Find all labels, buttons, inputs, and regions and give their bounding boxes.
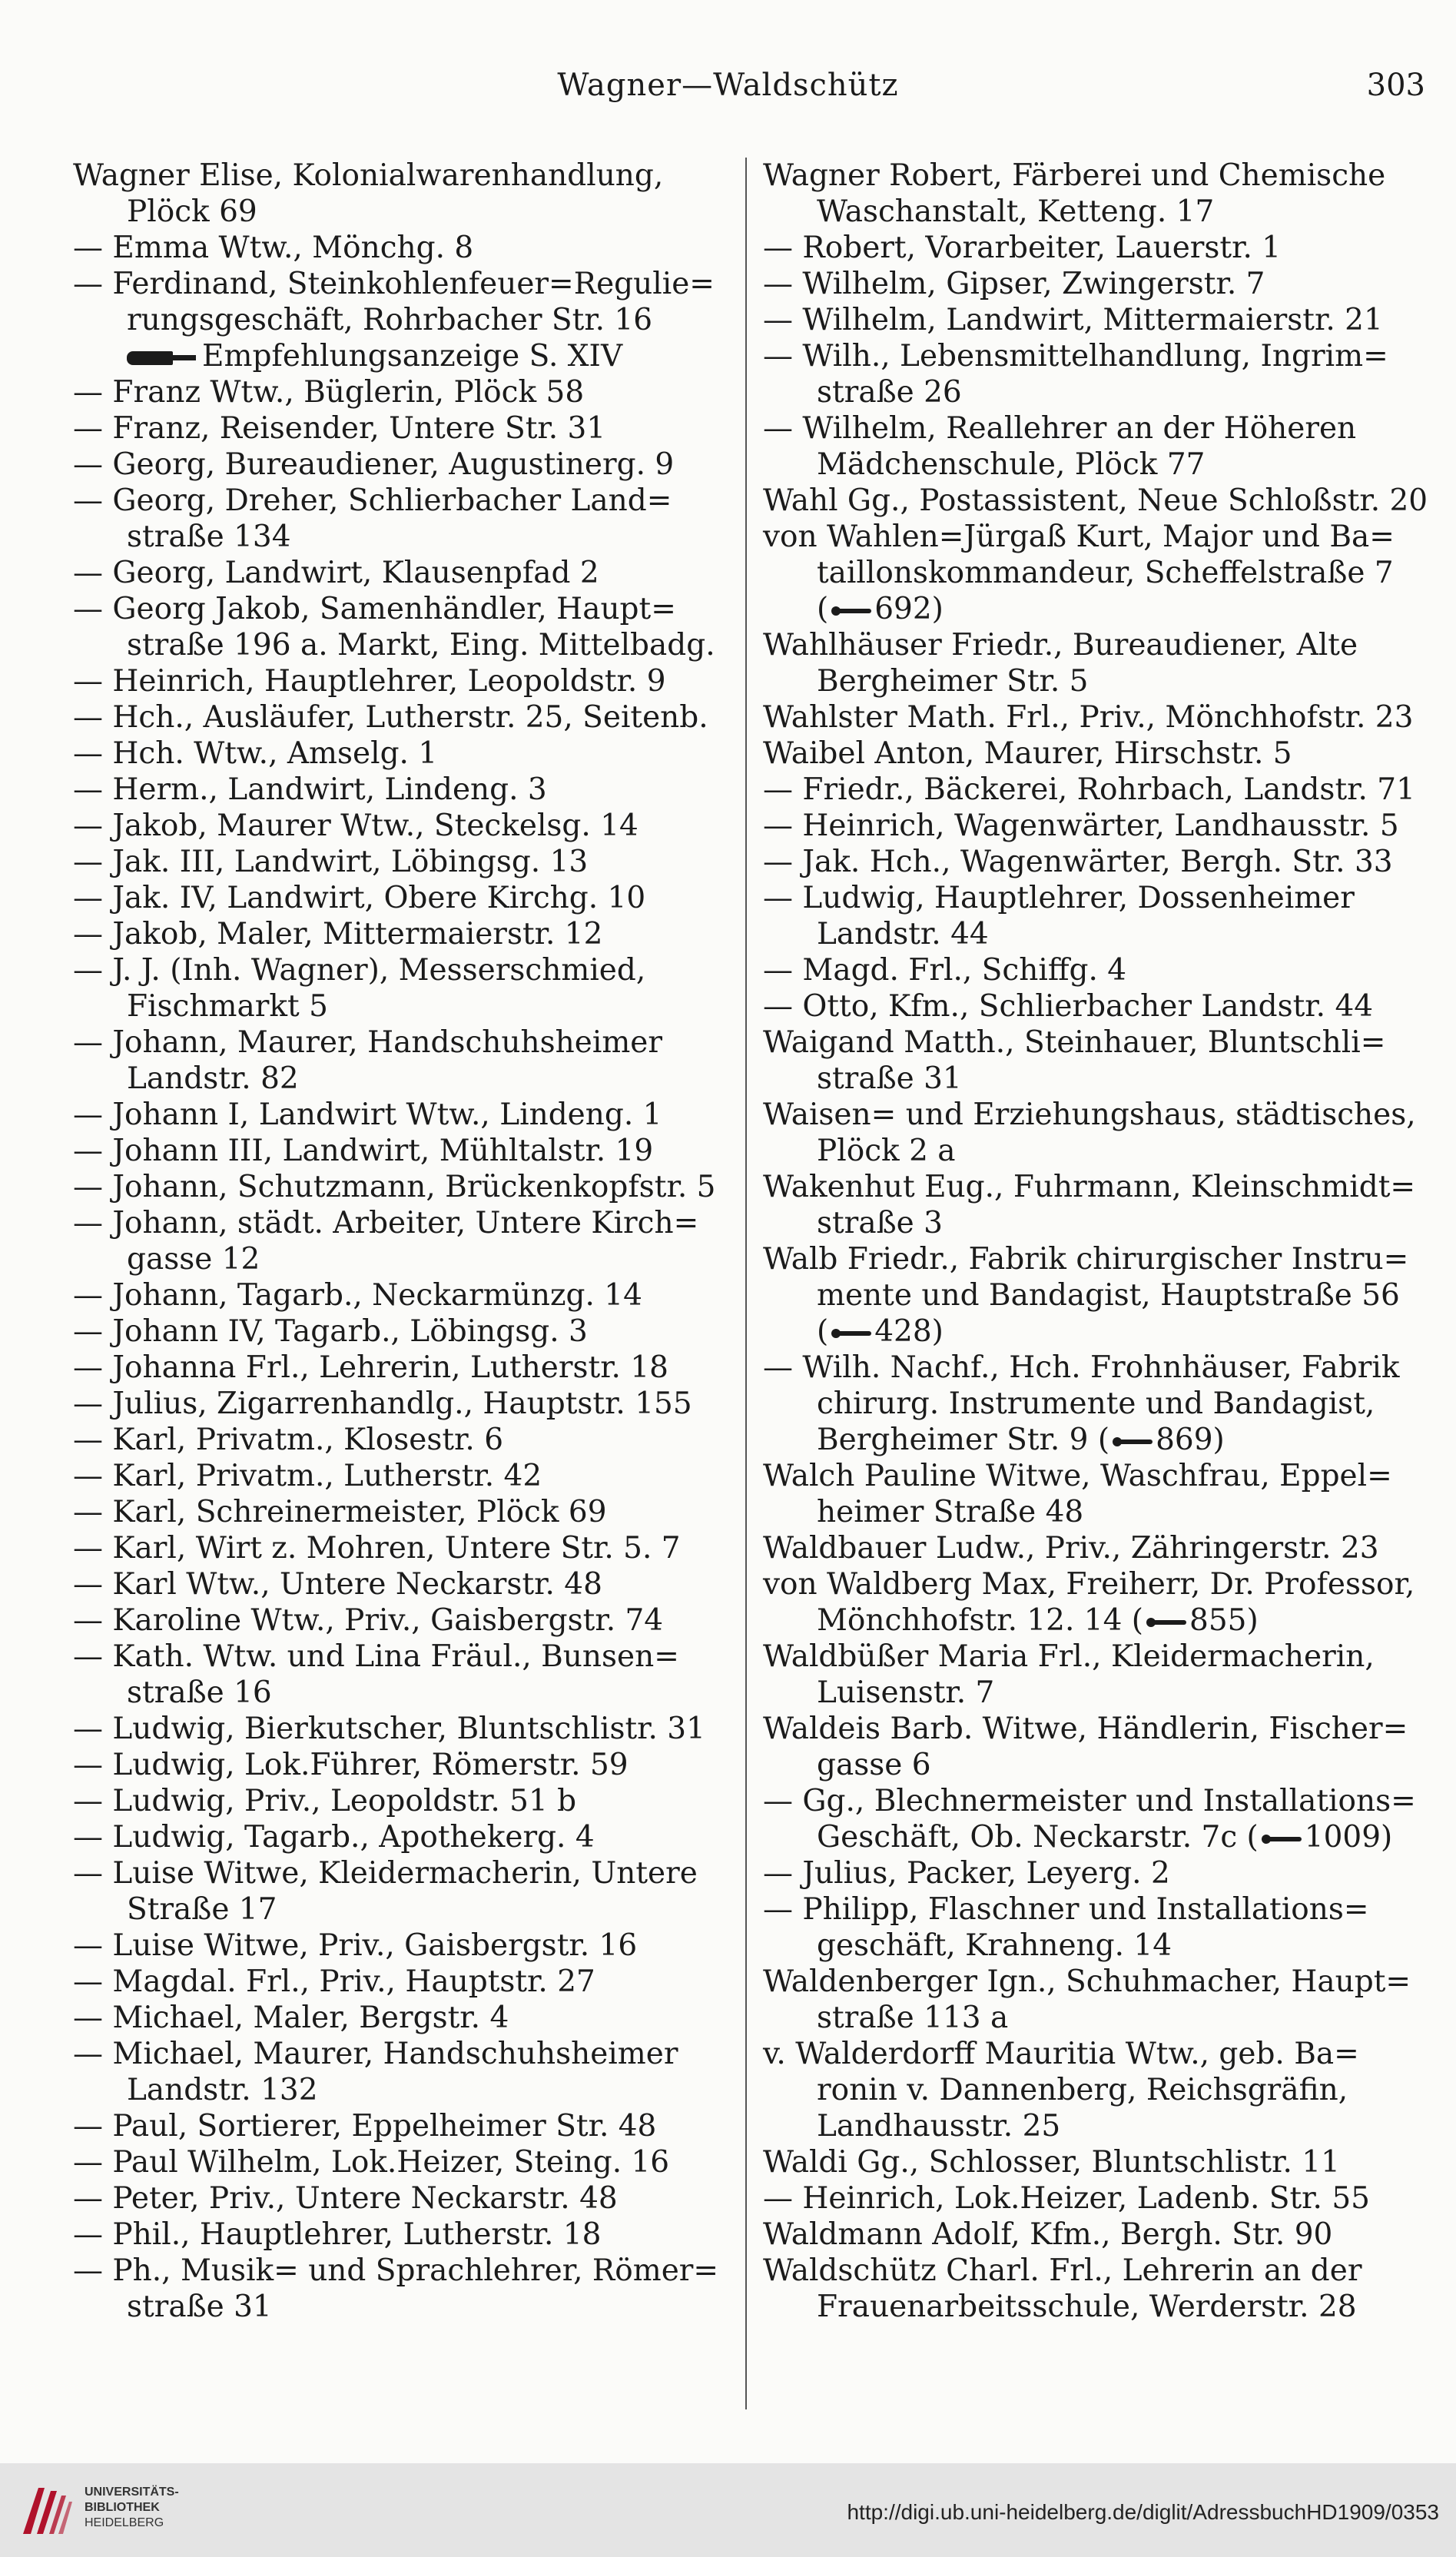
entry-text: — Phil., Hauptlehrer, Lutherstr. 18: [73, 2217, 602, 2252]
library-name-line: BIBLIOTHEK: [85, 2501, 160, 2514]
entry-text: mente und Bandagist, Hauptstraße 56: [817, 1278, 1400, 1313]
directory-entry: [763, 266, 1431, 302]
entry-text: — Wilhelm, Reallehrer an der Höheren: [763, 411, 1357, 446]
entry-text: — Karl, Privatm., Klosestr. 6: [73, 1423, 504, 1457]
entry-text: — Wilh., Lebensmittelhandlung, Ingrim=: [763, 339, 1388, 374]
directory-entry-continuation: [817, 591, 1431, 627]
directory-entry-continuation: [127, 1675, 741, 1711]
entry-text: — Gg., Blechnermeister und Installations=: [763, 1784, 1416, 1818]
entry-text: — Ferdinand, Steinkohlenfeuer=Regulie=: [73, 267, 715, 301]
directory-entry: [73, 447, 741, 483]
pointing-hand-icon: [127, 347, 196, 370]
telephone-number: 869): [1156, 1423, 1225, 1457]
entry-text: straße 196 a. Markt, Eing. Mittelbadg.: [127, 628, 715, 662]
entry-text: — J. J. (Inh. Wagner), Messerschmied,: [73, 953, 646, 988]
directory-entry: [73, 2217, 741, 2253]
directory-entry: [73, 663, 741, 699]
directory-entry: [763, 1783, 1431, 1819]
directory-entry: [763, 1639, 1431, 1675]
directory-entry-continuation: [127, 988, 741, 1024]
left-column: [73, 158, 741, 2325]
directory-entry: [73, 158, 741, 194]
directory-entry-continuation: [817, 2000, 1431, 2036]
directory-entry: [73, 1711, 741, 1747]
telephone-icon: [831, 1327, 871, 1340]
entry-text: — Philipp, Flaschner und Installations=: [763, 1892, 1369, 1927]
directory-entry: [127, 338, 741, 374]
directory-entry-continuation: [817, 916, 1431, 952]
entry-text: Wagner Robert, Färberei und Chemische: [763, 158, 1386, 193]
directory-entry: [73, 772, 741, 808]
entry-text: Wagner Elise, Kolonialwarenhandlung,: [73, 158, 664, 193]
entry-text: — Ph., Musik= und Sprachlehrer, Römer=: [73, 2253, 719, 2288]
entry-text: Walb Friedr., Fabrik chirurgischer Instru=: [763, 1242, 1409, 1277]
entry-text: — Karl, Wirt z. Mohren, Untere Str. 5. 7: [73, 1531, 681, 1566]
directory-entry: [73, 1639, 741, 1675]
entry-text: von Waldberg Max, Freiherr, Dr. Professor,: [763, 1567, 1415, 1602]
running-head: Wagner—Waldschütz: [557, 68, 899, 103]
directory-entry-continuation: [127, 2072, 741, 2108]
directory-entry: [73, 410, 741, 447]
directory-entry: [73, 1133, 741, 1169]
directory-entry-continuation: [817, 194, 1431, 230]
directory-entry: [763, 2253, 1431, 2289]
directory-entry: [73, 591, 741, 627]
telephone-icon: [1113, 1435, 1153, 1449]
entry-text: Landstr. 82: [127, 1061, 299, 1096]
library-name-line: UNIVERSITÄTS-: [85, 2486, 179, 2499]
entry-text: Empfehlungsanzeige S. XIV: [202, 339, 623, 374]
directory-entry-continuation: [817, 447, 1431, 483]
telephone-number: 855): [1189, 1603, 1259, 1638]
entry-text: — Friedr., Bäckerei, Rohrbach, Landstr. 71: [763, 772, 1415, 807]
entry-text: — Heinrich, Hauptlehrer, Leopoldstr. 9: [73, 664, 666, 699]
entry-text: Waldenberger Ign., Schuhmacher, Haupt=: [763, 1964, 1411, 1999]
entry-text: Fischmarkt 5: [127, 989, 328, 1024]
directory-entry-continuation: [817, 1386, 1431, 1422]
entry-text: — Jakob, Maler, Mittermaierstr. 12: [73, 917, 603, 951]
directory-entry: [763, 1097, 1431, 1133]
entry-text: taillonskommandeur, Scheffelstraße 7: [817, 556, 1394, 590]
entry-text: Mönchhofstr. 12. 14 (: [817, 1603, 1144, 1638]
directory-entry: [763, 1458, 1431, 1494]
entry-text: Frauenarbeitsschule, Werderstr. 28: [817, 2290, 1357, 2324]
directory-entry: [763, 952, 1431, 988]
entry-text: — Peter, Priv., Untere Neckarstr. 48: [73, 2181, 618, 2216]
entry-text: Waschanstalt, Ketteng. 17: [817, 194, 1215, 229]
directory-entry: [763, 736, 1431, 772]
entry-text: — Ludwig, Hauptlehrer, Dossenheimer: [763, 881, 1355, 915]
entry-text: — Johann, Schutzmann, Brückenkopfstr. 5: [73, 1170, 716, 1204]
telephone-number: 428): [874, 1314, 944, 1349]
entry-text: — Paul Wilhelm, Lok.Heizer, Steing. 16: [73, 2145, 670, 2180]
entry-text: — Hch. Wtw., Amselg. 1: [73, 736, 438, 771]
entry-text: Waigand Matth., Steinhauer, Bluntschli=: [763, 1025, 1386, 1060]
entry-text: Plöck 69: [127, 194, 257, 229]
directory-entry-continuation: [817, 1205, 1431, 1241]
directory-entry: [763, 1891, 1431, 1928]
directory-entry: [763, 627, 1431, 663]
entry-text: Wakenhut Eug., Fuhrmann, Kleinschmidt=: [763, 1170, 1416, 1204]
entry-text: geschäft, Krahneng. 14: [817, 1928, 1172, 1963]
entry-text: Landstr. 44: [817, 917, 989, 951]
entry-text: — Wilh. Nachf., Hch. Frohnhäuser, Fabrik: [763, 1350, 1400, 1385]
entry-text: — Georg Jakob, Samenhändler, Haupt=: [73, 592, 676, 626]
directory-entry: [73, 699, 741, 736]
directory-entry: [73, 808, 741, 844]
telephone-number: 692): [874, 592, 944, 626]
library-name-line: HEIDELBERG: [85, 2516, 164, 2529]
library-name: [85, 2485, 179, 2531]
directory-entry-continuation: [817, 1819, 1431, 1855]
entry-text: — Jak. IV, Landwirt, Obere Kirchg. 10: [73, 881, 646, 915]
entry-text: — Luise Witwe, Priv., Gaisbergstr. 16: [73, 1928, 638, 1963]
entry-text: Waldi Gg., Schlosser, Bluntschlistr. 11: [763, 2145, 1340, 2180]
directory-entry: [73, 844, 741, 880]
page-header: [0, 46, 1456, 103]
directory-entry: [73, 952, 741, 988]
university-library-logo-icon: [15, 2480, 77, 2542]
entry-text: Waldschütz Charl. Frl., Lehrerin an der: [763, 2253, 1362, 2288]
directory-entry: [763, 1964, 1431, 2000]
entry-text: — Emma Wtw., Mönchg. 8: [73, 231, 474, 265]
entry-text: Wahlhäuser Friedr., Bureaudiener, Alte: [763, 628, 1358, 662]
entry-text: straße 3: [817, 1206, 943, 1240]
entry-text: straße 134: [127, 520, 291, 554]
directory-entry: [73, 1386, 741, 1422]
telephone-icon: [1146, 1616, 1186, 1629]
entry-text: (: [817, 1314, 829, 1349]
entry-text: straße 31: [127, 2290, 272, 2324]
entry-text: — Karl Wtw., Untere Neckarstr. 48: [73, 1567, 602, 1602]
entry-text: — Robert, Vorarbeiter, Lauerstr. 1: [763, 231, 1282, 265]
directory-entry: [763, 158, 1431, 194]
entry-text: — Kath. Wtw. und Lina Fräul., Bunsen=: [73, 1639, 679, 1674]
directory-entry: [73, 2108, 741, 2144]
directory-entry: [763, 519, 1431, 555]
entry-text: Waldbüßer Maria Frl., Kleidermacherin,: [763, 1639, 1375, 1674]
directory-entry: [73, 1928, 741, 1964]
directory-entry: [73, 1350, 741, 1386]
entry-text: — Johann, Maurer, Handschuhsheimer: [73, 1025, 663, 1060]
directory-entry: [763, 772, 1431, 808]
directory-entry-continuation: [127, 519, 741, 555]
entry-text: — Ludwig, Lok.Führer, Römerstr. 59: [73, 1748, 629, 1782]
directory-entry: [763, 699, 1431, 736]
directory-entry-continuation: [817, 2289, 1431, 2325]
entry-text: — Karl, Privatm., Lutherstr. 42: [73, 1459, 542, 1493]
entry-text: straße 26: [817, 375, 962, 410]
directory-entry: [73, 1566, 741, 1602]
directory-entry: [763, 302, 1431, 338]
directory-entry-continuation: [127, 1241, 741, 1277]
directory-entry: [73, 1747, 741, 1783]
directory-entry-continuation: [127, 194, 741, 230]
directory-entry-continuation: [127, 1061, 741, 1097]
entry-text: — Hch., Ausläufer, Lutherstr. 25, Seitenb.: [73, 700, 708, 735]
entry-text: — Jak. III, Landwirt, Löbingsg. 13: [73, 845, 589, 879]
entry-text: — Julius, Packer, Leyerg. 2: [763, 1856, 1170, 1891]
directory-entry-continuation: [817, 1422, 1431, 1458]
entry-text: — Georg, Landwirt, Klausenpfad 2: [73, 556, 599, 590]
entry-text: Waldeis Barb. Witwe, Händlerin, Fischer=: [763, 1712, 1408, 1746]
entry-text: ronin v. Dannenberg, Reichsgräfin,: [817, 2073, 1348, 2107]
directory-entry: [73, 1313, 741, 1350]
directory-entry: [73, 1205, 741, 1241]
directory-entry: [763, 1566, 1431, 1602]
entry-text: Waldbauer Ludw., Priv., Zähringerstr. 23: [763, 1531, 1379, 1566]
directory-entry: [73, 1024, 741, 1061]
directory-entry-continuation: [817, 555, 1431, 591]
directory-entry: [73, 1494, 741, 1530]
telephone-icon: [1262, 1832, 1302, 1846]
entry-text: — Otto, Kfm., Schlierbacher Landstr. 44: [763, 989, 1374, 1024]
column-divider: [745, 158, 747, 2409]
directory-entry: [73, 1855, 741, 1891]
directory-entry: [73, 2036, 741, 2072]
entry-text: (: [817, 592, 829, 626]
entry-text: — Magd. Frl., Schiffg. 4: [763, 953, 1127, 988]
entry-text: — Karoline Wtw., Priv., Gaisbergstr. 74: [73, 1603, 664, 1638]
entry-text: gasse 12: [127, 1242, 260, 1277]
directory-entry: [763, 410, 1431, 447]
entry-text: — Johann, Tagarb., Neckarmünzg. 14: [73, 1278, 642, 1313]
directory-entry: [763, 1350, 1431, 1386]
directory-entry: [73, 1277, 741, 1313]
entry-text: — Karl, Schreinermeister, Plöck 69: [73, 1495, 607, 1529]
directory-entry: [73, 2144, 741, 2180]
entry-text: Bergheimer Str. 5: [817, 664, 1089, 699]
entry-text: — Ludwig, Tagarb., Apothekerg. 4: [73, 1820, 595, 1855]
directory-entry-continuation: [817, 2108, 1431, 2144]
directory-entry-continuation: [817, 1675, 1431, 1711]
entry-text: Mädchenschule, Plöck 77: [817, 447, 1206, 482]
directory-entry: [73, 1097, 741, 1133]
page-number: 303: [1366, 68, 1425, 103]
directory-entry-continuation: [817, 1277, 1431, 1313]
directory-entry: [763, 1241, 1431, 1277]
directory-entry: [763, 483, 1431, 519]
directory-entry: [73, 266, 741, 302]
footer-bar: [0, 2463, 1456, 2557]
entry-text: Wahl Gg., Postassistent, Neue Schloßstr. 20: [763, 483, 1428, 518]
directory-entry-continuation: [817, 663, 1431, 699]
entry-text: von Wahlen=Jürgaß Kurt, Major und Ba=: [763, 520, 1395, 554]
directory-entry: [73, 2180, 741, 2217]
directory-entry: [763, 808, 1431, 844]
directory-entry: [763, 2144, 1431, 2180]
entry-text: straße 113 a: [817, 2001, 1009, 2035]
directory-entry: [73, 916, 741, 952]
directory-entry: [73, 1422, 741, 1458]
entry-text: straße 31: [817, 1061, 962, 1096]
telephone-icon: [831, 604, 871, 618]
entry-text: — Johann IV, Tagarb., Löbingsg. 3: [73, 1314, 588, 1349]
directory-entry-continuation: [817, 1747, 1431, 1783]
directory-entry: [763, 1530, 1431, 1566]
entry-text: — Michael, Maurer, Handschuhsheimer: [73, 2037, 678, 2071]
entry-text: — Michael, Maler, Bergstr. 4: [73, 2001, 509, 2035]
entry-text: — Ludwig, Bierkutscher, Bluntschlistr. 31: [73, 1712, 705, 1746]
directory-entry-continuation: [127, 627, 741, 663]
entry-text: Waldmann Adolf, Kfm., Bergh. Str. 90: [763, 2217, 1333, 2252]
directory-entry: [73, 1602, 741, 1639]
directory-entry-continuation: [817, 1494, 1431, 1530]
directory-entry: [763, 2217, 1431, 2253]
directory-entry-continuation: [127, 2289, 741, 2325]
entry-text: — Magdal. Frl., Priv., Hauptstr. 27: [73, 1964, 595, 1999]
directory-entry: [763, 230, 1431, 266]
entry-text: Waisen= und Erziehungshaus, städtisches,: [763, 1098, 1416, 1132]
entry-text: — Wilhelm, Landwirt, Mittermaierstr. 21: [763, 303, 1383, 337]
directory-entry-continuation: [817, 1061, 1431, 1097]
directory-entry: [763, 1024, 1431, 1061]
directory-entry-continuation: [127, 1891, 741, 1928]
directory-entry: [73, 1530, 741, 1566]
directory-entry: [73, 880, 741, 916]
directory-entry: [73, 230, 741, 266]
entry-text: v. Walderdorff Mauritia Wtw., geb. Ba=: [763, 2037, 1359, 2071]
entry-text: Landhausstr. 25: [817, 2109, 1061, 2144]
entry-text: — Heinrich, Lok.Heizer, Ladenb. Str. 55: [763, 2181, 1370, 2216]
entry-text: gasse 6: [817, 1748, 931, 1782]
directory-entry-continuation: [817, 1313, 1431, 1350]
directory-entry-continuation: [817, 2072, 1431, 2108]
directory-entry-continuation: [817, 374, 1431, 410]
directory-entry: [73, 1458, 741, 1494]
directory-entry-continuation: [127, 302, 741, 338]
entry-text: — Johanna Frl., Lehrerin, Lutherstr. 18: [73, 1350, 668, 1385]
directory-entry-continuation: [817, 1928, 1431, 1964]
entry-text: chirurg. Instrumente und Bandagist,: [817, 1386, 1375, 1421]
directory-entry: [763, 338, 1431, 374]
entry-text: straße 16: [127, 1675, 272, 1710]
entry-text: — Johann, städt. Arbeiter, Untere Kirch=: [73, 1206, 699, 1240]
directory-entry-continuation: [817, 1133, 1431, 1169]
directory-entry: [763, 1711, 1431, 1747]
entry-text: — Georg, Bureaudiener, Augustinerg. 9: [73, 447, 675, 482]
entry-text: — Georg, Dreher, Schlierbacher Land=: [73, 483, 672, 518]
entry-text: — Jakob, Maurer Wtw., Steckelsg. 14: [73, 809, 638, 843]
directory-entry: [763, 2180, 1431, 2217]
entry-text: — Julius, Zigarrenhandlg., Hauptstr. 155: [73, 1386, 692, 1421]
directory-entry: [73, 1169, 741, 1205]
entry-text: Waibel Anton, Maurer, Hirschstr. 5: [763, 736, 1292, 771]
entry-text: rungsgeschäft, Rohrbacher Str. 16: [127, 303, 653, 337]
directory-entry: [763, 1169, 1431, 1205]
entry-text: — Jak. Hch., Wagenwärter, Bergh. Str. 33: [763, 845, 1393, 879]
entry-text: — Luise Witwe, Kleidermacherin, Untere: [73, 1856, 698, 1891]
directory-entry: [73, 2000, 741, 2036]
directory-entry: [73, 736, 741, 772]
entry-text: Wahlster Math. Frl., Priv., Mönchhofstr. 23: [763, 700, 1414, 735]
entry-text: Plöck 2 a: [817, 1134, 956, 1168]
entry-text: — Ludwig, Priv., Leopoldstr. 51 b: [73, 1784, 577, 1818]
entry-text: Luisenstr. 7: [817, 1675, 995, 1710]
entry-text: — Franz, Reisender, Untere Str. 31: [73, 411, 606, 446]
entry-text: — Wilhelm, Gipser, Zwingerstr. 7: [763, 267, 1265, 301]
directory-entry: [73, 1819, 741, 1855]
entry-text: Landstr. 132: [127, 2073, 318, 2107]
directory-entry: [73, 1964, 741, 2000]
entry-text: — Paul, Sortierer, Eppelheimer Str. 48: [73, 2109, 657, 2144]
telephone-number: 1009): [1304, 1820, 1393, 1855]
source-url-link[interactable]: http://digi.ub.uni-heidelberg.de/diglit/AdressbuchHD1909/0353: [847, 2500, 1439, 2524]
directory-entry: [73, 374, 741, 410]
directory-entry: [763, 2036, 1431, 2072]
directory-entry: [763, 844, 1431, 880]
entry-text: — Franz Wtw., Büglerin, Plöck 58: [73, 375, 585, 410]
entry-text: — Heinrich, Wagenwärter, Landhausstr. 5: [763, 809, 1399, 843]
directory-entry: [73, 483, 741, 519]
directory-entry: [73, 555, 741, 591]
entry-text: Straße 17: [127, 1892, 277, 1927]
directory-entry: [763, 880, 1431, 916]
entry-text: — Herm., Landwirt, Lindeng. 3: [73, 772, 547, 807]
directory-entry: [73, 1783, 741, 1819]
directory-entry: [73, 2253, 741, 2289]
entry-text: Walch Pauline Witwe, Waschfrau, Eppel=: [763, 1459, 1392, 1493]
entry-text: Bergheimer Str. 9 (: [817, 1423, 1110, 1457]
right-column: [763, 158, 1431, 2325]
entry-text: Geschäft, Ob. Neckarstr. 7c (: [817, 1820, 1259, 1855]
directory-entry-continuation: [817, 1602, 1431, 1639]
directory-entry: [763, 988, 1431, 1024]
entry-text: heimer Straße 48: [817, 1495, 1084, 1529]
entry-text: — Johann I, Landwirt Wtw., Lindeng. 1: [73, 1098, 662, 1132]
entry-text: — Johann III, Landwirt, Mühltalstr. 19: [73, 1134, 654, 1168]
directory-entry: [763, 1855, 1431, 1891]
